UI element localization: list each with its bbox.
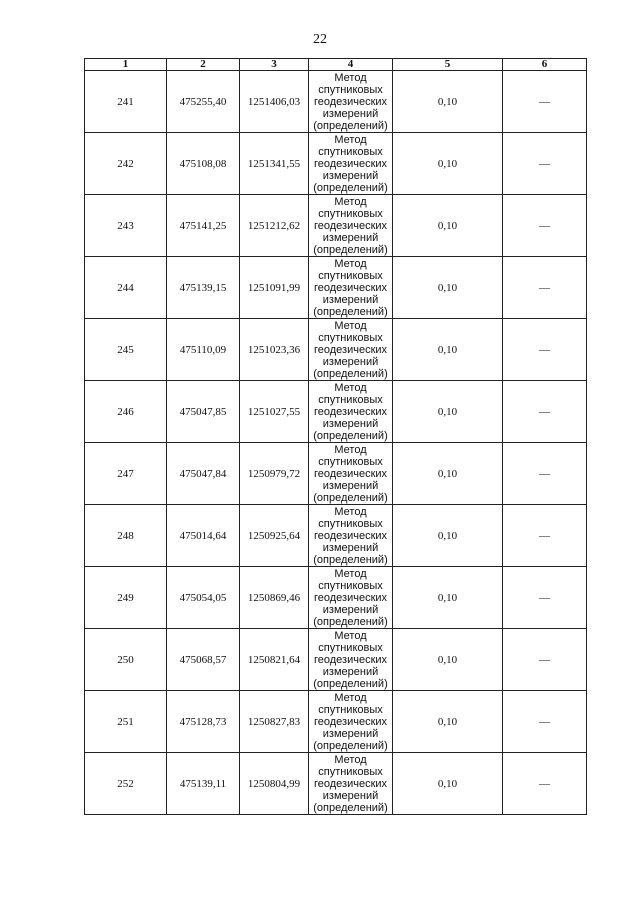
method-line: измерений [322,603,379,616]
coordinates-table [84,58,587,815]
method-cell [309,319,393,381]
method-line: спутниковых [318,579,383,592]
y-coordinate-cell: 1250804,99 [240,753,309,815]
method-line: Метод [334,381,367,394]
method-line: измерений [322,231,379,244]
method-cell [309,691,393,753]
note-value: — [539,157,550,170]
method-line: геодезических [313,219,388,232]
method-cell [309,443,393,505]
note-cell [503,691,587,753]
method-line: (определений) [313,553,388,566]
accuracy-cell: 0,10 [393,133,503,195]
x-coordinate-cell: 475139,15 [167,257,240,319]
note-cell [503,381,587,443]
table-row [85,319,587,381]
note-cell [503,257,587,319]
method-line: спутниковых [318,641,383,654]
method-line: Метод [334,753,367,766]
method-line: (определений) [313,615,388,628]
note-cell [503,629,587,691]
note-value: — [539,715,550,728]
method-line: Метод [334,257,367,270]
y-coordinate-cell: 1250925,64 [240,505,309,567]
method-cell [309,71,393,133]
method-line: Метод [334,443,367,456]
note-cell [503,753,587,815]
method-cell [309,257,393,319]
method-line: геодезических [313,715,388,728]
accuracy-cell: 0,10 [393,257,503,319]
method-line: спутниковых [318,269,383,282]
method-line: измерений [322,417,379,430]
method-line: измерений [322,107,379,120]
method-cell [309,753,393,815]
point-number-cell: 243 [85,195,167,257]
method-line: Метод [334,691,367,704]
x-coordinate-cell: 475128,73 [167,691,240,753]
note-value: — [539,281,550,294]
method-line: (определений) [313,801,388,814]
point-number-cell: 245 [85,319,167,381]
note-cell [503,505,587,567]
point-number-cell: 251 [85,691,167,753]
column-header: 4 [309,59,393,71]
point-number-cell: 246 [85,381,167,443]
method-line: Метод [334,195,367,208]
y-coordinate-cell: 1251406,03 [240,71,309,133]
note-cell [503,133,587,195]
accuracy-cell: 0,10 [393,629,503,691]
method-line: геодезических [313,343,388,356]
note-value: — [539,653,550,666]
method-line: измерений [322,727,379,740]
accuracy-cell: 0,10 [393,567,503,629]
page-number: 22 [313,32,327,47]
method-line: спутниковых [318,145,383,158]
note-cell [503,71,587,133]
method-line: Метод [334,505,367,518]
point-number-cell: 247 [85,443,167,505]
accuracy-cell: 0,10 [393,753,503,815]
method-line: спутниковых [318,83,383,96]
accuracy-cell: 0,10 [393,319,503,381]
method-line: (определений) [313,739,388,752]
note-value: — [539,343,550,356]
x-coordinate-cell: 475047,84 [167,443,240,505]
method-line: геодезических [313,653,388,666]
method-line: измерений [322,355,379,368]
method-line: геодезических [313,777,388,790]
note-value: — [539,529,550,542]
table-row [85,629,587,691]
table-row [85,257,587,319]
method-cell [309,629,393,691]
method-cell [309,381,393,443]
method-line: спутниковых [318,455,383,468]
method-line: Метод [334,71,367,84]
table-row [85,133,587,195]
method-line: (определений) [313,677,388,690]
method-cell [309,133,393,195]
y-coordinate-cell: 1251091,99 [240,257,309,319]
method-line: геодезических [313,157,388,170]
y-coordinate-cell: 1251212,62 [240,195,309,257]
accuracy-cell: 0,10 [393,381,503,443]
method-line: Метод [334,319,367,332]
table-row [85,505,587,567]
point-number-cell: 248 [85,505,167,567]
point-number-cell: 244 [85,257,167,319]
table-row [85,691,587,753]
method-line: (определений) [313,367,388,380]
table-body [85,71,587,815]
note-cell [503,195,587,257]
column-header: 5 [393,59,503,71]
method-line: геодезических [313,529,388,542]
method-line: измерений [322,665,379,678]
y-coordinate-cell: 1250979,72 [240,443,309,505]
method-line: измерений [322,789,379,802]
method-line: Метод [334,567,367,580]
method-line: измерений [322,541,379,554]
accuracy-cell: 0,10 [393,443,503,505]
method-line: (определений) [313,243,388,256]
method-line: (определений) [313,119,388,132]
note-cell [503,567,587,629]
x-coordinate-cell: 475141,25 [167,195,240,257]
x-coordinate-cell: 475014,64 [167,505,240,567]
y-coordinate-cell: 1251023,36 [240,319,309,381]
x-coordinate-cell: 475139,11 [167,753,240,815]
method-line: спутниковых [318,207,383,220]
table-row [85,381,587,443]
header-row [85,59,587,71]
table-row [85,567,587,629]
method-line: измерений [322,479,379,492]
y-coordinate-cell: 1250821,64 [240,629,309,691]
method-line: спутниковых [318,517,383,530]
method-line: геодезических [313,405,388,418]
method-line: Метод [334,133,367,146]
x-coordinate-cell: 475068,57 [167,629,240,691]
y-coordinate-cell: 1251027,55 [240,381,309,443]
column-header: 2 [167,59,240,71]
method-line: Метод [334,629,367,642]
accuracy-cell: 0,10 [393,505,503,567]
method-line: (определений) [313,181,388,194]
point-number-cell: 250 [85,629,167,691]
y-coordinate-cell: 1250827,83 [240,691,309,753]
x-coordinate-cell: 475108,08 [167,133,240,195]
method-line: (определений) [313,491,388,504]
x-coordinate-cell: 475054,05 [167,567,240,629]
method-line: спутниковых [318,393,383,406]
note-value: — [539,467,550,480]
column-header: 6 [503,59,587,71]
x-coordinate-cell: 475255,40 [167,71,240,133]
table-row [85,195,587,257]
method-cell [309,195,393,257]
x-coordinate-cell: 475110,09 [167,319,240,381]
x-coordinate-cell: 475047,85 [167,381,240,443]
point-number-cell: 242 [85,133,167,195]
y-coordinate-cell: 1250869,46 [240,567,309,629]
accuracy-cell: 0,10 [393,691,503,753]
note-value: — [539,591,550,604]
note-value: — [539,777,550,790]
method-line: измерений [322,169,379,182]
method-line: (определений) [313,305,388,318]
point-number-cell: 249 [85,567,167,629]
table-row [85,71,587,133]
note-cell [503,319,587,381]
method-line: геодезических [313,467,388,480]
method-line: (определений) [313,429,388,442]
table-row [85,753,587,815]
method-line: спутниковых [318,703,383,716]
point-number-cell: 252 [85,753,167,815]
method-line: геодезических [313,591,388,604]
method-line: геодезических [313,95,388,108]
column-header: 1 [85,59,167,71]
method-cell [309,567,393,629]
method-line: геодезических [313,281,388,294]
method-cell [309,505,393,567]
accuracy-cell: 0,10 [393,71,503,133]
note-value: — [539,405,550,418]
table-row [85,443,587,505]
method-line: спутниковых [318,331,383,344]
method-line: спутниковых [318,765,383,778]
note-cell [503,443,587,505]
note-value: — [539,95,550,108]
method-line: измерений [322,293,379,306]
column-header: 3 [240,59,309,71]
note-value: — [539,219,550,232]
point-number-cell: 241 [85,71,167,133]
accuracy-cell: 0,10 [393,195,503,257]
y-coordinate-cell: 1251341,55 [240,133,309,195]
